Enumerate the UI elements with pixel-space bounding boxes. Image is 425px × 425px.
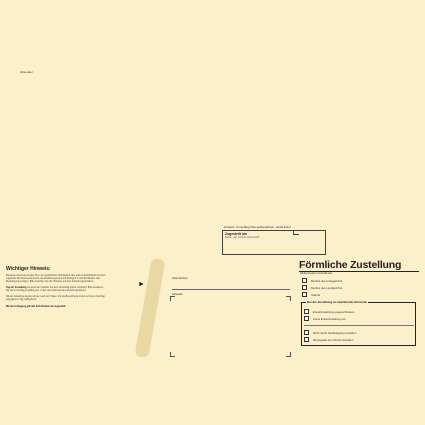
checkbox[interactable] [302,292,307,297]
delivered-on-box [222,230,326,255]
important-notice [6,266,106,308]
notice-paragraph-1: Mit dieser Sendung werden Ihnen ein gerichtliches Schriftstück oder andere Schriftstücke förmlich zugestellt. Bei Abwesenheit kann die Zustellung auch durch Einlegen in den Briefkasten oder Niederlegung erfolgen. Bitte beachten Sie die Hinweise auf dem Zustellungsschreiben. [6,275,106,283]
window-corner-tl [170,296,175,301]
option-row[interactable] [302,278,342,283]
option-label: Bezirks des Landgerichts [311,285,343,290]
option-row[interactable] [302,292,320,297]
arrow-icon: ► [138,281,145,288]
checkbox[interactable] [302,285,307,290]
checkbox[interactable] [304,309,309,314]
remark-row[interactable] [304,337,353,342]
option-label: Inlands [311,292,321,297]
address-divider [172,289,290,290]
checkbox[interactable] [304,337,309,342]
forward-within-label: Weitersenden innerhalb des [300,272,333,275]
checkbox[interactable] [304,330,309,335]
remark-label: Ersatzzustellung ausgeschlossen [313,309,355,314]
notice-paragraph-2 [6,287,106,293]
file-reference-label: Aktenzeichen [172,277,188,280]
notice-paragraph-3: Mit der Zustellung beginnt oft der Lauf von Fristen. Für die Berechnung ist der auf dem Umschlag angegebene Tag maßgebend. [6,296,105,301]
remark-label: Mit Angabe der Uhrzeit zustellen [313,337,354,342]
remark-label: Nicht durch Niederlegung zustellen [313,330,357,335]
remark-label: Keine Ersatzzustellung an: [313,316,347,321]
delivered-on-title: Zugestellt am [225,232,247,236]
option-row[interactable] [302,285,342,290]
fold-strip [134,258,165,359]
remark-row[interactable] [304,330,356,335]
formal-delivery-title: Förmliche Zustellung [299,259,402,271]
notice-title: Wichtiger Hinweis: [6,266,51,272]
notice-paragraph-2-text: vermerkt der Zusteller auf dem Umschlag (siehe Vordruck). Bitte bewahren Sie den Umschlag sorgfältig auf; er dient als Nachweis des Zustellungsdatums. [6,287,104,292]
remark-writing-line [304,325,414,326]
delivered-box-tick [293,230,299,235]
remark-row[interactable] [304,309,354,314]
remarks-title: Bei der Zustellung zu beachtende Vermerke [307,300,367,304]
delivered-on-subtitle: Datum, ggf. Uhrzeit, Unterschrift [225,236,260,239]
window-corner-tr [286,296,291,301]
checkbox[interactable] [302,278,307,283]
addressee-label: Adressat [172,293,183,296]
remark-row[interactable] [304,316,346,321]
option-label: Bezirks des Amtsgerichts [311,278,343,283]
checkbox[interactable] [304,316,309,321]
notice-footer: Mit der Umlegung gilt das Schriftstück als zugestellt. [6,305,67,308]
sender-label: Absender [20,70,33,74]
keep-envelope-hint: Hinweis: Umschlag bitte aufbewahren, siehe links! [224,225,291,229]
notice-delivery-day-label: Tag der Zustellung [6,287,27,289]
window-corner-bl [170,352,175,357]
window-corner-br [286,352,291,357]
